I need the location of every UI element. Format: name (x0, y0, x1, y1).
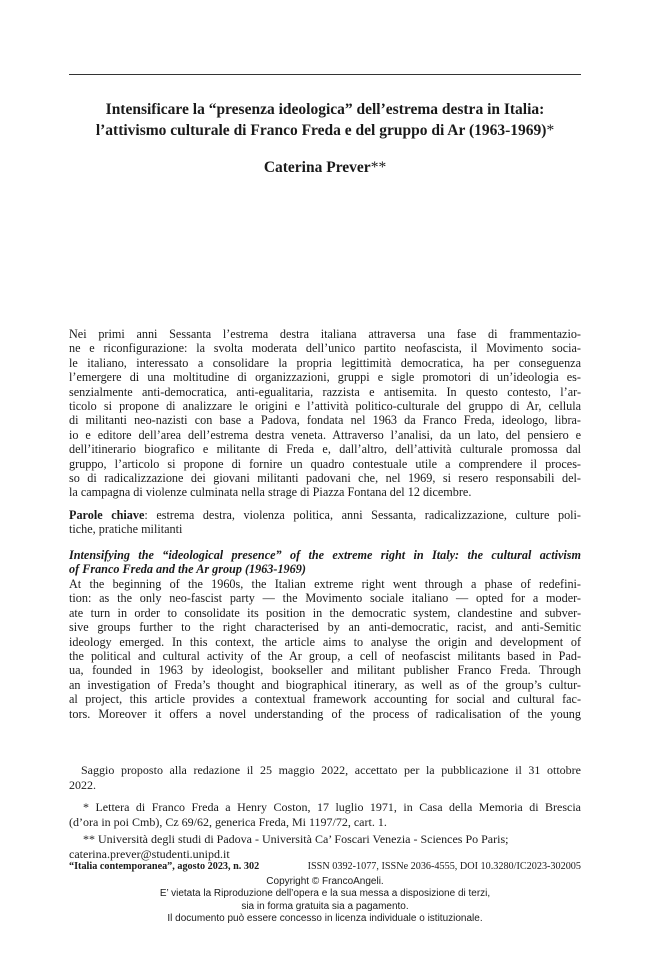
abstract-line: an investigation of Freda’s thought and biographical itinerary, as well as of the group’s cultur- (69, 677, 581, 692)
abstract-line: the political and cultural activity of the Ar group, a cell of neofascist militants based in Pad- (69, 649, 581, 664)
article-title (69, 99, 581, 141)
footnote-2 (69, 832, 581, 862)
abstract-line: al project, this article provides a contextual framework accounting for social and cultural fac- (69, 692, 581, 707)
abstract-line: Nei primi anni Sessanta l’estrema destra italiana attraversa una fase di frammentazio- (69, 327, 581, 341)
title-line-text: l’attivismo culturale di Franco Freda e del gruppo di Ar (1963-1969) (95, 122, 547, 139)
abstract-line: ne e riconfigurazione: la svolta moderata dell’unico partito neofascista, il Movimento socia- (69, 341, 581, 356)
abstract-line: senzialmente anti-democratica, anti-egualitaria, razzista e antisemita. In questo contesto, l’ar- (69, 384, 581, 399)
english-title-line: of Franco Freda and the Ar group (1963-1969) (69, 562, 306, 577)
author-text: Caterina Prever (263, 159, 371, 176)
footnote-1 (69, 800, 581, 830)
abstract-line: At the beginning of the 1960s, the Italian extreme right went through a phase of redefini- (69, 577, 581, 591)
abstract-line: ticolo si propone di analizzare le origini e l’attività politico-culturale del gruppo di Ar, cellula (69, 399, 581, 414)
copyright-line: Copyright © FrancoAngeli. (266, 876, 384, 887)
note-line: * Lettera di Franco Freda a Henry Coston, 17 luglio 1971, in Casa della Memoria di Brescia (83, 800, 581, 814)
abstract-line: ate turn in order to consolidate its position in the democratic system, clandestine and subver- (69, 605, 581, 620)
keywords-line (69, 508, 581, 522)
abstract-line: di militanti neo-nazisti con base a Padova, fondata nel 1963 da Franco Freda, ideologo, libra- (69, 413, 581, 428)
abstract-italian (69, 327, 581, 500)
english-title (69, 548, 581, 577)
abstract-english (69, 577, 581, 721)
note-line: caterina.prever@studenti.unipd.it (69, 847, 230, 861)
note-line: (d’ora in poi Cmb), Cz 69/62, generica Freda, Mi 1197/72, cart. 1. (69, 815, 387, 829)
title-footnote-mark: * (546, 122, 555, 139)
abstract-line: io e editore dell’area dell’estrema destra veneta. Attraverso l’analisi, da un lato, del pensiero e (69, 427, 581, 442)
submission-note (69, 763, 581, 793)
abstract-line: l’emergere di una moltitudine di organizzazioni, gruppi e sigle promotori di un’ideologia es- (69, 370, 581, 385)
english-title-line: Intensifying the “ideological presence” of the extreme right in Italy: the cultural activism (69, 548, 581, 562)
abstract-line: la campagna di violenze culminata nella strage di Piazza Fontana del 12 dicembre. (69, 485, 472, 500)
page-footer (69, 860, 581, 873)
title-line: Intensificare la “presenza ideologica” dell’estrema destra in Italia: (105, 101, 545, 118)
keywords-line: tiche, pratiche militanti (69, 522, 183, 537)
journal-citation: “Italia contemporanea”, agosto 2023, n. 302 (69, 861, 260, 872)
author-name (69, 158, 581, 178)
abstract-line: dell’itinerario biografico e militante di Freda e, dall’altro, dell’attività culturale promossa dal (69, 442, 581, 457)
title-line (69, 120, 581, 141)
copyright-notice (69, 876, 581, 926)
keywords-text: : estrema destra, violenza politica, anni Sessanta, radicalizzazione, culture poli- (144, 508, 581, 522)
abstract-line: so di radicalizzazione dei giovani militanti padovani che, nel 1969, si resero responsabili del- (69, 471, 581, 486)
issn-doi: ISSN 0392-1077, ISSNe 2036-4555, DOI 10.3280/IC2023-302005 (307, 861, 581, 872)
abstract-line: ua, founded in 1963 by ideologist, bookseller and militant publisher Franco Freda. Through (69, 663, 581, 678)
copyright-line: E’ vietata la Riproduzione dell’opera e la sua messa a disposizione di terzi, (159, 888, 491, 900)
abstract-line: ideology emerged. In this context, the article aims to analyse the origin and development of (69, 634, 581, 649)
copyright-line: Il documento può essere concesso in licenza individuale o istituzionale. (167, 913, 483, 925)
abstract-line: tors. Moreover it offers a novel understanding of the process of radicalisation of the young (69, 706, 581, 721)
abstract-line: le italiano, interessato a consolidare la propria legittimità democratica, ha per conseguenza (69, 355, 581, 370)
copyright-line: sia in forma gratuita sia a pagamento. (241, 900, 409, 912)
abstract-line: gruppo, l’articolo si propone di fornire un quadro contestuale utile a comprendere il proces- (69, 456, 581, 471)
abstract-line: tion: as the only neo-fascist party — the Movimento sociale italiano — opted for a moder- (69, 591, 581, 606)
header-rule (69, 74, 581, 75)
keywords-label: Parole chiave (69, 508, 145, 522)
keywords (69, 508, 581, 537)
abstract-line: sive groups further to the right characterised by an anti-democratic, racist, and anti-Semitic (69, 620, 581, 635)
author-footnote-mark: ** (370, 159, 387, 176)
note-line: 2022. (69, 778, 96, 792)
note-line: Saggio proposto alla redazione il 25 maggio 2022, accettato per la pubblicazione il 31 ottobre (81, 763, 581, 777)
note-line: ** Università degli studi di Padova - Università Ca’ Foscari Venezia - Sciences Po Paris; (83, 832, 509, 846)
